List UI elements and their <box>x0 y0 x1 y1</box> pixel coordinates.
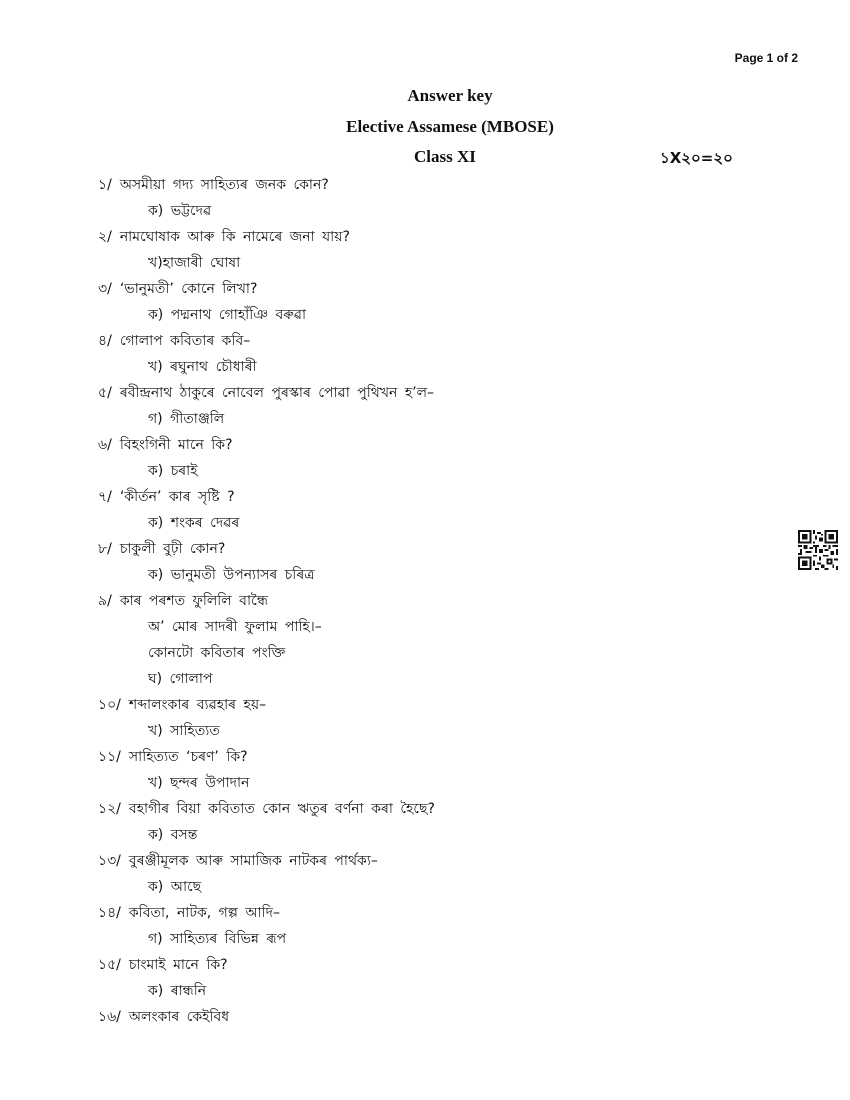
answer-line: ক) চৰাই <box>148 463 198 479</box>
question-line <box>98 328 718 354</box>
question-line <box>98 380 718 406</box>
question-number: ৪/ <box>98 333 112 349</box>
question-line <box>98 536 718 562</box>
answer-line: গ) গীতাঞ্জলি <box>148 411 225 427</box>
answer-line: খ)হাজাৰী ঘোষা <box>148 255 241 271</box>
answer-line: অ’ মোৰ সাদৰী ফুলাম পাহি।– <box>148 619 322 635</box>
question-answer-list <box>98 172 718 1030</box>
question-number: ১৩/ <box>98 853 121 869</box>
question-text: অলংকাৰ কেইবিধ <box>128 1009 230 1025</box>
question-line <box>98 952 718 978</box>
answer-line: ক) ভট্টদেৱ <box>148 203 212 219</box>
qr-code-icon <box>798 530 838 570</box>
question-text: ‘কীৰ্তন’ কাৰ সৃষ্টি ? <box>119 489 235 505</box>
question-line <box>98 276 718 302</box>
question-number: ২/ <box>98 229 112 245</box>
question-line <box>98 692 718 718</box>
answer-line: ঘ) গোলাপ <box>148 671 213 687</box>
question-text: বুৰঞ্জীমূলক আৰু সামাজিক নাটকৰ পাৰ্থক্য– <box>128 853 378 869</box>
question-text: চাংমাই মানে কি? <box>128 957 228 973</box>
question-number: ১১/ <box>98 749 121 765</box>
answer-line: খ) সাহিত্যত <box>148 723 220 739</box>
answer-line: ক) শংকৰ দেৱৰ <box>148 515 240 531</box>
question-line <box>98 744 718 770</box>
question-text: শব্দালংকাৰ ব্যৱহাৰ হয়– <box>128 697 267 713</box>
question-line <box>98 848 718 874</box>
question-text: অসমীয়া গদ্য সাহিত্যৰ জনক কোন? <box>119 177 329 193</box>
question-number: ১৫/ <box>98 957 121 973</box>
question-number: ১৬/ <box>98 1009 121 1025</box>
answer-line: গ) সাহিত্যৰ বিভিন্ন ৰূপ <box>148 931 287 947</box>
question-number: ৭/ <box>98 489 112 505</box>
marks-label: ১X২০=২০ <box>660 149 733 167</box>
answer-line: ক) বসন্ত <box>148 827 198 843</box>
question-text: সাহিত্যত ‘চৰণ’ কি? <box>128 749 248 765</box>
question-text: ৰবীন্দ্ৰনাথ ঠাকুৰে নোবেল পুৰস্কাৰ পোৱা পুথিখন হ’ল– <box>119 385 435 401</box>
question-number: ৯/ <box>98 593 112 609</box>
answer-line: ক) ৰান্ধনি <box>148 983 207 999</box>
question-text: চাকুলী বুঢ়ী কোন? <box>119 541 226 557</box>
question-line <box>98 172 718 198</box>
question-text: কবিতা, নাটক, গল্প আদি– <box>128 905 280 921</box>
question-number: ৬/ <box>98 437 112 453</box>
question-line <box>98 588 718 614</box>
answer-line: খ) ৰঘুনাথ চৌধাৰী <box>148 359 257 375</box>
question-line <box>98 900 718 926</box>
answer-line: ক) ভানুমতী উপন্যাসৰ চৰিত্ৰ <box>148 567 315 583</box>
document-title: Answer key <box>407 86 493 105</box>
answer-line: ক) আছে <box>148 879 202 895</box>
question-text: ‘ভানুমতী’ কোনে লিখা? <box>119 281 258 297</box>
answer-line: কোনটো কবিতাৰ পংক্তি <box>148 645 286 661</box>
question-line <box>98 224 718 250</box>
question-number: ১২/ <box>98 801 121 817</box>
question-number: ৩/ <box>98 281 112 297</box>
question-line <box>98 484 718 510</box>
question-text: বিহংগিনী মানে কি? <box>119 437 233 453</box>
question-text: নামঘোষাক আৰু কি নামেৰে জনা যায়? <box>119 229 350 245</box>
question-line <box>98 796 718 822</box>
question-line <box>98 1004 718 1030</box>
question-text: কাৰ পৰশত ফুলিলি বান্ধৈ <box>119 593 268 609</box>
question-number: ১০/ <box>98 697 121 713</box>
question-number: ১৪/ <box>98 905 121 921</box>
question-number: ৫/ <box>98 385 112 401</box>
question-number: ১/ <box>98 177 112 193</box>
answer-line: খ) ছন্দৰ উপাদান <box>148 775 250 791</box>
question-number: ৮/ <box>98 541 112 557</box>
question-line <box>98 432 718 458</box>
class-label: Class XI <box>414 147 476 166</box>
page-number: Page 1 of 2 <box>734 51 798 65</box>
question-text: বহাগীৰ বিয়া কবিতাত কোন ঋতুৰ বৰ্ণনা কৰা হৈছে? <box>128 801 435 817</box>
subject-title: Elective Assamese (MBOSE) <box>346 117 554 136</box>
question-text: গোলাপ কবিতাৰ কবি– <box>119 333 251 349</box>
answer-line: ক) পদ্মনাথ গোহাঁঞি বৰুৱা <box>148 307 307 323</box>
